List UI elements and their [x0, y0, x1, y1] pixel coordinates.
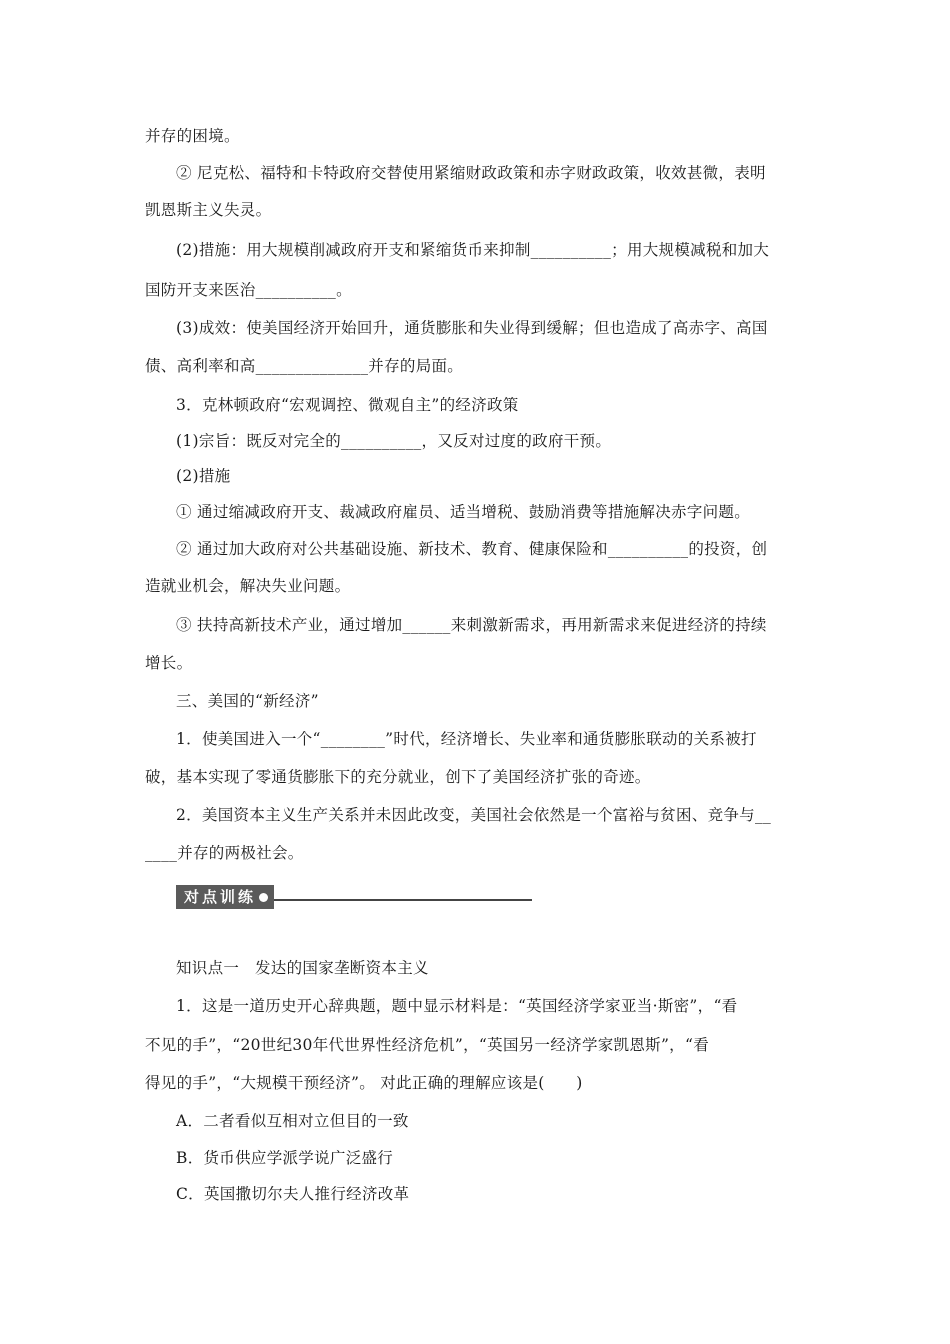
section-heading: 三、美国的“新经济” [176, 692, 319, 710]
text-line: (3)成效：使美国经济开始回升，通货膨胀和失业得到缓解；但也造成了高赤字、高国 [176, 319, 768, 337]
text-line: 国防开支来医治__________。 [145, 281, 352, 299]
section-bar-label: 对点训练 [184, 888, 257, 906]
text-line: 3．克林顿政府“宏观调控、微观自主”的经济政策 [176, 396, 519, 414]
text-line: (2)措施：用大规模削减政府开支和紧缩货币来抑制__________；用大规模减税和加大 [176, 241, 770, 259]
text-line: ③ 扶持高新技术产业，通过增加______来刺激新需求，再用新需求来促进经济的持续 [176, 616, 767, 634]
answer-option-c: C．英国撒切尔夫人推行经济改革 [176, 1185, 410, 1203]
text-line: (2)措施 [176, 467, 231, 485]
text-line: 2．美国资本主义生产关系并未因此改变，美国社会依然是一个富裕与贫困、竞争与__ [176, 806, 772, 824]
knowledge-point-heading: 知识点一 发达的国家垄断资本主义 [176, 959, 429, 977]
text-line: (1)宗旨：既反对完全的__________，又反对过度的政府干预。 [176, 432, 612, 450]
text-line: 1．使美国进入一个“________”时代，经济增长、失业率和通货膨胀联动的关系被打 [176, 730, 757, 748]
text-line: 债、高利率和高______________并存的局面。 [145, 357, 464, 375]
text-line: ① 通过缩减政府开支、裁减政府雇员、适当增税、鼓励消费等措施解决赤字问题。 [176, 503, 751, 521]
practice-section-bar [176, 885, 532, 909]
question-text: 1．这是一道历史开心辞典题，题中显示材料是：“英国经济学家亚当·斯密”，“看 [176, 997, 738, 1015]
section-bar-label-box [176, 885, 274, 909]
bullet-dot-icon [259, 893, 268, 902]
text-line: 凯恩斯主义失灵。 [145, 201, 272, 219]
question-text: 得见的手”，“大规模干预经济”。 对此正确的理解应该是( ) [145, 1074, 583, 1092]
answer-option-b: B．货币供应学派学说广泛盛行 [176, 1149, 394, 1167]
text-line: ② 尼克松、福特和卡特政府交替使用紧缩财政政策和赤字财政政策，收效甚微，表明 [176, 164, 766, 182]
section-bar-rule [274, 899, 532, 901]
question-text: 不见的手”，“20世纪30年代世界性经济危机”，“英国另一经济学家凯恩斯”，“看 [145, 1036, 709, 1054]
text-line: 造就业机会，解决失业问题。 [145, 577, 351, 595]
text-line: 增长。 [145, 654, 193, 672]
text-line: ② 通过加大政府对公共基础设施、新技术、教育、健康保险和__________的投资，创 [176, 540, 768, 558]
text-line: 并存的困境。 [145, 127, 240, 145]
text-line: 破，基本实现了零通货膨胀下的充分就业，创下了美国经济扩张的奇迹。 [145, 768, 651, 786]
text-line: ____并存的两极社会。 [145, 844, 304, 862]
answer-option-a: A．二者看似互相对立但目的一致 [176, 1112, 409, 1130]
